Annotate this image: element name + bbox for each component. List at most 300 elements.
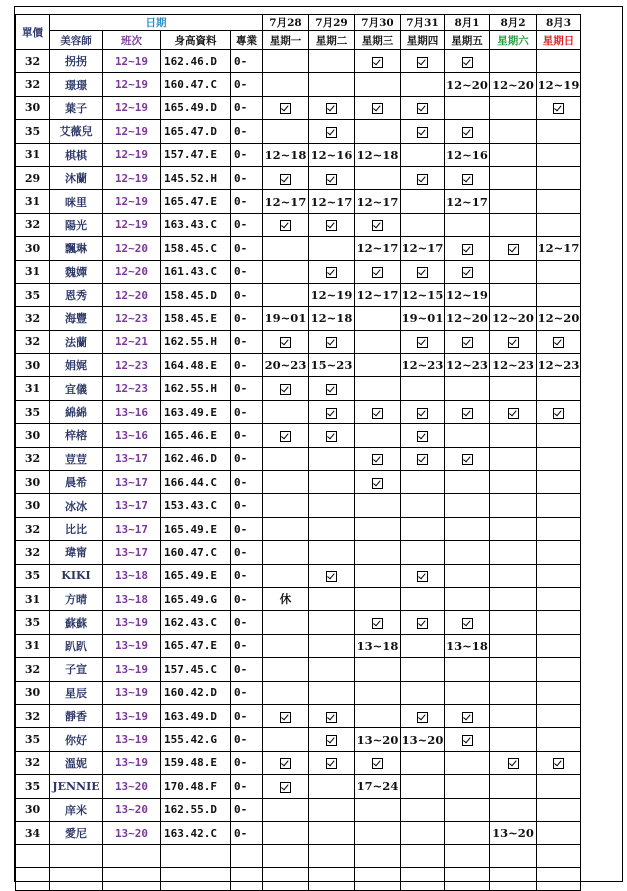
day-cell: 12~23 bbox=[401, 354, 445, 377]
day-cell bbox=[537, 564, 581, 587]
day-cell bbox=[263, 471, 309, 494]
day-cell bbox=[445, 424, 490, 447]
profile-cell: 158.45.E bbox=[161, 307, 231, 330]
day-cell bbox=[445, 330, 490, 353]
table-row bbox=[16, 213, 581, 236]
day-cell bbox=[355, 377, 401, 400]
price-cell: 35 bbox=[16, 400, 50, 423]
day-cell bbox=[355, 73, 401, 96]
day-cell bbox=[355, 260, 401, 283]
day-cell bbox=[401, 821, 445, 844]
price-cell: 29 bbox=[16, 166, 50, 189]
checkbox-checked-icon bbox=[417, 408, 428, 419]
profile-cell: 163.42.C bbox=[161, 821, 231, 844]
table-row bbox=[16, 330, 581, 353]
profile-cell: 162.46.D bbox=[161, 447, 231, 470]
profile-cell: 162.55.H bbox=[161, 377, 231, 400]
checkbox-checked-icon bbox=[326, 103, 337, 114]
day-cell bbox=[263, 658, 309, 681]
price-cell: 32 bbox=[16, 213, 50, 236]
shift-cell: 13~20 bbox=[103, 775, 161, 798]
day-cell bbox=[537, 775, 581, 798]
day-cell bbox=[490, 50, 537, 73]
day-date-header: 8月1 bbox=[445, 15, 490, 31]
day-cell bbox=[401, 634, 445, 657]
specialty-cell: 0- bbox=[231, 634, 263, 657]
table-row bbox=[16, 120, 581, 143]
specialty-cell: 0- bbox=[231, 775, 263, 798]
day-cell: 12~20 bbox=[537, 307, 581, 330]
table-row bbox=[16, 494, 581, 517]
empty-cell bbox=[50, 845, 103, 868]
weekday-header: 星期五 bbox=[445, 31, 490, 50]
day-cell bbox=[309, 73, 355, 96]
day-cell: 12~17 bbox=[445, 190, 490, 213]
stylist-name-cell: 瑋甯 bbox=[50, 541, 103, 564]
checkbox-checked-icon bbox=[417, 571, 428, 582]
stylist-name-cell: 飄琳 bbox=[50, 237, 103, 260]
price-cell: 30 bbox=[16, 798, 50, 821]
profile-cell: 158.45.D bbox=[161, 283, 231, 306]
day-cell bbox=[445, 564, 490, 587]
profile-cell: 165.47.E bbox=[161, 190, 231, 213]
day-cell bbox=[355, 166, 401, 189]
stylist-name-cell: 晨希 bbox=[50, 471, 103, 494]
specialty-cell: 0- bbox=[231, 354, 263, 377]
day-cell: 12~20 bbox=[490, 307, 537, 330]
checkbox-checked-icon bbox=[326, 758, 337, 769]
day-cell bbox=[537, 681, 581, 704]
price-cell: 30 bbox=[16, 471, 50, 494]
day-cell: 休 bbox=[263, 587, 309, 610]
stylist-name-cell: 葉子 bbox=[50, 96, 103, 119]
empty-cell bbox=[50, 868, 103, 891]
day-cell bbox=[263, 447, 309, 470]
day-cell bbox=[445, 821, 490, 844]
profile-cell: 163.49.D bbox=[161, 704, 231, 727]
day-cell bbox=[309, 798, 355, 821]
shift-cell: 13~20 bbox=[103, 821, 161, 844]
day-cell bbox=[401, 494, 445, 517]
table-row bbox=[16, 50, 581, 73]
shift-cell: 13~16 bbox=[103, 400, 161, 423]
day-cell bbox=[401, 377, 445, 400]
day-cell bbox=[263, 728, 309, 751]
day-cell bbox=[355, 471, 401, 494]
day-cell bbox=[263, 424, 309, 447]
table-row bbox=[16, 96, 581, 119]
profile-cell: 165.49.E bbox=[161, 517, 231, 540]
day-cell bbox=[401, 611, 445, 634]
profile-cell: 165.49.E bbox=[161, 564, 231, 587]
price-cell: 35 bbox=[16, 611, 50, 634]
shift-cell: 13~19 bbox=[103, 634, 161, 657]
checkbox-checked-icon bbox=[417, 712, 428, 723]
table-row bbox=[16, 821, 581, 844]
day-cell bbox=[309, 330, 355, 353]
shift-cell: 12~19 bbox=[103, 50, 161, 73]
day-cell bbox=[355, 564, 401, 587]
stylist-name-cell: 比比 bbox=[50, 517, 103, 540]
price-cell: 30 bbox=[16, 354, 50, 377]
checkbox-checked-icon bbox=[280, 782, 291, 793]
day-cell bbox=[537, 751, 581, 774]
day-cell: 12~20 bbox=[445, 73, 490, 96]
empty-cell bbox=[445, 845, 490, 868]
checkbox-checked-icon bbox=[372, 267, 383, 278]
day-cell bbox=[355, 704, 401, 727]
profile-cell: 153.43.C bbox=[161, 494, 231, 517]
day-cell bbox=[537, 728, 581, 751]
day-cell bbox=[445, 681, 490, 704]
shift-cell: 13~18 bbox=[103, 587, 161, 610]
checkbox-checked-icon bbox=[462, 57, 473, 68]
day-cell: 12~18 bbox=[263, 143, 309, 166]
day-cell bbox=[490, 471, 537, 494]
shift-cell: 13~19 bbox=[103, 728, 161, 751]
day-cell bbox=[490, 775, 537, 798]
price-cell: 35 bbox=[16, 283, 50, 306]
table-row bbox=[16, 283, 581, 306]
day-cell: 12~19 bbox=[309, 283, 355, 306]
price-cell: 32 bbox=[16, 541, 50, 564]
price-cell: 35 bbox=[16, 775, 50, 798]
specialty-cell: 0- bbox=[231, 307, 263, 330]
checkbox-checked-icon bbox=[417, 431, 428, 442]
day-cell bbox=[355, 681, 401, 704]
day-cell bbox=[537, 50, 581, 73]
specialty-cell: 0- bbox=[231, 50, 263, 73]
table-row bbox=[16, 143, 581, 166]
day-cell bbox=[401, 658, 445, 681]
day-cell bbox=[445, 775, 490, 798]
day-cell bbox=[490, 704, 537, 727]
day-cell bbox=[263, 517, 309, 540]
checkbox-checked-icon bbox=[372, 408, 383, 419]
day-cell bbox=[355, 50, 401, 73]
table-row bbox=[16, 564, 581, 587]
checkbox-checked-icon bbox=[462, 174, 473, 185]
day-cell bbox=[445, 587, 490, 610]
profile-cell: 165.47.E bbox=[161, 634, 231, 657]
day-date-header: 7月30 bbox=[355, 15, 401, 31]
empty-row bbox=[16, 845, 581, 868]
day-cell bbox=[263, 634, 309, 657]
specialty-cell: 0- bbox=[231, 587, 263, 610]
price-cell: 31 bbox=[16, 143, 50, 166]
shift-cell: 12~19 bbox=[103, 166, 161, 189]
table-row bbox=[16, 447, 581, 470]
day-cell bbox=[309, 587, 355, 610]
empty-cell bbox=[231, 868, 263, 891]
day-cell bbox=[309, 260, 355, 283]
table-row bbox=[16, 260, 581, 283]
table-row bbox=[16, 634, 581, 657]
table-row bbox=[16, 166, 581, 189]
profile-cell: 161.43.C bbox=[161, 260, 231, 283]
checkbox-checked-icon bbox=[553, 337, 564, 348]
day-cell bbox=[490, 634, 537, 657]
day-cell bbox=[309, 50, 355, 73]
empty-cell bbox=[401, 845, 445, 868]
day-date-header: 7月28 bbox=[263, 15, 309, 31]
day-cell bbox=[537, 400, 581, 423]
day-cell bbox=[263, 751, 309, 774]
day-cell bbox=[309, 728, 355, 751]
empty-cell bbox=[231, 845, 263, 868]
checkbox-checked-icon bbox=[462, 337, 473, 348]
checkbox-checked-icon bbox=[326, 337, 337, 348]
day-cell bbox=[490, 213, 537, 236]
day-cell bbox=[401, 424, 445, 447]
day-cell bbox=[445, 541, 490, 564]
day-cell: 12~16 bbox=[445, 143, 490, 166]
day-cell bbox=[309, 564, 355, 587]
checkbox-checked-icon bbox=[417, 174, 428, 185]
profile-cell: 163.43.C bbox=[161, 213, 231, 236]
checkbox-checked-icon bbox=[417, 618, 428, 629]
stylist-name-cell: 方晴 bbox=[50, 587, 103, 610]
specialty-cell: 0- bbox=[231, 213, 263, 236]
specialty-cell: 0- bbox=[231, 728, 263, 751]
day-cell bbox=[263, 283, 309, 306]
day-cell bbox=[355, 447, 401, 470]
day-cell: 12~17 bbox=[537, 237, 581, 260]
day-cell bbox=[309, 611, 355, 634]
day-cell bbox=[401, 704, 445, 727]
day-cell bbox=[355, 424, 401, 447]
day-cell bbox=[445, 517, 490, 540]
day-cell bbox=[490, 541, 537, 564]
day-cell bbox=[401, 330, 445, 353]
day-cell bbox=[309, 681, 355, 704]
day-cell bbox=[309, 494, 355, 517]
day-cell bbox=[263, 120, 309, 143]
day-cell bbox=[537, 634, 581, 657]
day-cell bbox=[355, 821, 401, 844]
price-cell: 31 bbox=[16, 260, 50, 283]
stylist-name-cell: 荳荳 bbox=[50, 447, 103, 470]
day-cell: 19~01 bbox=[263, 307, 309, 330]
table-row bbox=[16, 471, 581, 494]
stylist-name-cell: 溫妮 bbox=[50, 751, 103, 774]
day-cell: 13~20 bbox=[401, 728, 445, 751]
day-cell bbox=[355, 213, 401, 236]
day-cell bbox=[537, 821, 581, 844]
checkbox-checked-icon bbox=[280, 712, 291, 723]
price-cell: 30 bbox=[16, 424, 50, 447]
day-cell bbox=[263, 50, 309, 73]
day-cell bbox=[537, 190, 581, 213]
profile-cell: 145.52.H bbox=[161, 166, 231, 189]
weekday-header: 星期四 bbox=[401, 31, 445, 50]
shift-cell: 13~17 bbox=[103, 447, 161, 470]
day-cell bbox=[309, 237, 355, 260]
day-cell: 17~24 bbox=[355, 775, 401, 798]
table-row bbox=[16, 400, 581, 423]
price-cell: 32 bbox=[16, 751, 50, 774]
day-cell bbox=[537, 330, 581, 353]
day-cell bbox=[445, 751, 490, 774]
day-cell bbox=[537, 704, 581, 727]
checkbox-checked-icon bbox=[280, 103, 291, 114]
day-cell bbox=[537, 283, 581, 306]
day-cell bbox=[309, 96, 355, 119]
day-cell bbox=[490, 798, 537, 821]
day-cell bbox=[490, 517, 537, 540]
checkbox-checked-icon bbox=[508, 758, 519, 769]
day-cell bbox=[355, 587, 401, 610]
checkbox-checked-icon bbox=[417, 57, 428, 68]
specialty-cell: 0- bbox=[231, 541, 263, 564]
checkbox-checked-icon bbox=[417, 454, 428, 465]
checkbox-checked-icon bbox=[326, 127, 337, 138]
price-cell: 32 bbox=[16, 73, 50, 96]
checkbox-checked-icon bbox=[508, 337, 519, 348]
empty-cell bbox=[537, 868, 581, 891]
day-cell bbox=[263, 541, 309, 564]
day-cell bbox=[537, 377, 581, 400]
specialty-cell: 0- bbox=[231, 120, 263, 143]
specialty-cell: 0- bbox=[231, 143, 263, 166]
weekday-header-sunday: 星期日 bbox=[537, 31, 581, 50]
day-cell bbox=[309, 541, 355, 564]
stylist-name-cell: 陽光 bbox=[50, 213, 103, 236]
specialty-cell: 0- bbox=[231, 681, 263, 704]
stylist-name-cell: 璟璟 bbox=[50, 73, 103, 96]
price-cell: 32 bbox=[16, 330, 50, 353]
checkbox-checked-icon bbox=[372, 57, 383, 68]
stylist-name-cell: 梓榕 bbox=[50, 424, 103, 447]
table-row bbox=[16, 587, 581, 610]
table-row bbox=[16, 307, 581, 330]
stylist-name-cell: 宜儀 bbox=[50, 377, 103, 400]
shift-cell: 12~19 bbox=[103, 190, 161, 213]
specialty-cell: 0- bbox=[231, 400, 263, 423]
checkbox-checked-icon bbox=[326, 267, 337, 278]
schedule-body bbox=[16, 50, 581, 891]
checkbox-checked-icon bbox=[553, 408, 564, 419]
checkbox-checked-icon bbox=[326, 384, 337, 395]
stylist-name-cell: 恩秀 bbox=[50, 283, 103, 306]
day-cell bbox=[355, 354, 401, 377]
price-cell: 30 bbox=[16, 237, 50, 260]
table-row bbox=[16, 658, 581, 681]
profile-cell: 170.48.F bbox=[161, 775, 231, 798]
stylist-name-cell: JENNIE bbox=[50, 775, 103, 798]
shift-cell: 13~19 bbox=[103, 658, 161, 681]
day-cell bbox=[537, 611, 581, 634]
day-cell bbox=[263, 260, 309, 283]
stylist-header: 美容師 bbox=[50, 31, 103, 50]
specialty-cell: 0- bbox=[231, 447, 263, 470]
shift-cell: 12~19 bbox=[103, 73, 161, 96]
stylist-name-cell: 拐拐 bbox=[50, 50, 103, 73]
day-cell bbox=[401, 73, 445, 96]
specialty-cell: 0- bbox=[231, 330, 263, 353]
specialty-cell: 0- bbox=[231, 471, 263, 494]
shift-cell: 13~17 bbox=[103, 494, 161, 517]
shift-cell: 12~20 bbox=[103, 237, 161, 260]
day-cell bbox=[537, 143, 581, 166]
day-cell bbox=[401, 471, 445, 494]
day-cell bbox=[445, 611, 490, 634]
empty-cell bbox=[490, 845, 537, 868]
day-cell bbox=[401, 541, 445, 564]
day-cell bbox=[445, 260, 490, 283]
specialty-cell: 0- bbox=[231, 494, 263, 517]
specialty-cell: 0- bbox=[231, 377, 263, 400]
specialty-cell: 0- bbox=[231, 190, 263, 213]
stylist-name-cell: 綿綿 bbox=[50, 400, 103, 423]
day-cell: 12~18 bbox=[355, 143, 401, 166]
day-cell bbox=[445, 166, 490, 189]
table-row bbox=[16, 354, 581, 377]
profile-cell: 165.49.G bbox=[161, 587, 231, 610]
specialty-cell: 0- bbox=[231, 283, 263, 306]
stylist-name-cell: 星辰 bbox=[50, 681, 103, 704]
price-cell: 35 bbox=[16, 728, 50, 751]
day-cell bbox=[537, 541, 581, 564]
checkbox-checked-icon bbox=[280, 337, 291, 348]
day-cell bbox=[490, 143, 537, 166]
day-cell bbox=[490, 237, 537, 260]
profile-cell: 157.47.E bbox=[161, 143, 231, 166]
day-cell bbox=[309, 658, 355, 681]
checkbox-checked-icon bbox=[462, 735, 473, 746]
day-cell: 12~17 bbox=[263, 190, 309, 213]
table-row bbox=[16, 237, 581, 260]
shift-cell: 12~23 bbox=[103, 377, 161, 400]
day-cell bbox=[490, 377, 537, 400]
day-cell bbox=[309, 377, 355, 400]
empty-cell bbox=[401, 868, 445, 891]
day-cell: 13~18 bbox=[445, 634, 490, 657]
checkbox-checked-icon bbox=[372, 758, 383, 769]
empty-cell bbox=[309, 845, 355, 868]
day-cell bbox=[445, 494, 490, 517]
stylist-name-cell: 沐蘭 bbox=[50, 166, 103, 189]
stylist-name-cell: KIKI bbox=[50, 564, 103, 587]
weekday-header: 星期二 bbox=[309, 31, 355, 50]
day-cell bbox=[490, 424, 537, 447]
price-cell: 32 bbox=[16, 517, 50, 540]
day-cell bbox=[445, 728, 490, 751]
day-cell bbox=[263, 96, 309, 119]
specialty-cell: 0- bbox=[231, 658, 263, 681]
day-cell: 12~16 bbox=[309, 143, 355, 166]
checkbox-checked-icon bbox=[372, 103, 383, 114]
day-cell bbox=[309, 634, 355, 657]
checkbox-checked-icon bbox=[280, 174, 291, 185]
day-cell bbox=[401, 96, 445, 119]
stylist-name-cell: 娟娓 bbox=[50, 354, 103, 377]
profile-cell: 158.45.C bbox=[161, 237, 231, 260]
day-cell bbox=[490, 447, 537, 470]
day-cell bbox=[401, 400, 445, 423]
profile-cell: 164.48.E bbox=[161, 354, 231, 377]
stylist-name-cell: 子宣 bbox=[50, 658, 103, 681]
day-cell bbox=[445, 447, 490, 470]
day-cell bbox=[401, 143, 445, 166]
empty-row bbox=[16, 868, 581, 891]
day-cell bbox=[537, 494, 581, 517]
day-cell bbox=[490, 260, 537, 283]
empty-cell bbox=[263, 868, 309, 891]
day-cell bbox=[263, 377, 309, 400]
empty-cell bbox=[309, 868, 355, 891]
price-cell: 31 bbox=[16, 377, 50, 400]
